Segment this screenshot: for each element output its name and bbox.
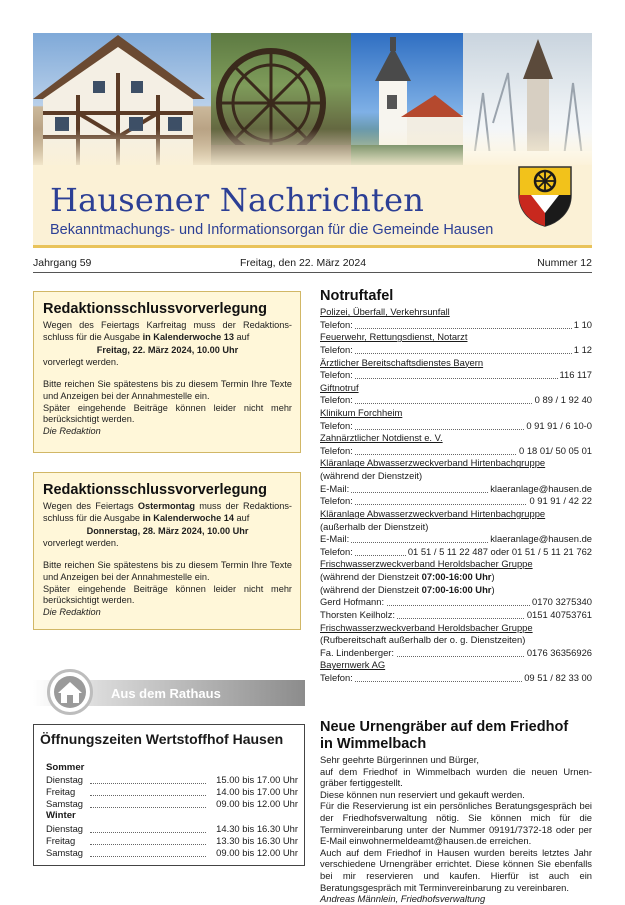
emergency-entry: [320, 546, 592, 558]
newsletter-title: Hausener Nachrichten: [50, 181, 425, 219]
entry-value: 0 91 91 / 6 10-0: [526, 419, 592, 431]
notice-intro: Wegen des Feiertags Ostermontag muss der Redaktions-schluss für die Ausgabe in Kalenderwoche 14 auf: [43, 501, 292, 523]
emergency-entry: [320, 609, 592, 621]
emergency-entry: [320, 533, 592, 545]
emergency-entry: [320, 647, 592, 659]
issue-date: Freitag, den 22. März 2024: [240, 257, 367, 269]
article-paragraph: Sehr geehrte Bürgerinnen und Bürger,: [320, 754, 479, 765]
emergency-entry: [320, 596, 592, 608]
hours-row: Freitag 13.30 bis 16.30 Uhr: [46, 835, 298, 846]
entry-label: Telefon:: [320, 672, 353, 683]
newsletter-subtitle: Bekanntmachungs- und Informationsorgan für die Gemeinde Hausen: [50, 222, 494, 238]
entry-value: 01 51 / 5 11 22 487 oder 01 51 / 5 11 21 762: [407, 545, 592, 557]
entry-label: Telefon:: [320, 495, 353, 507]
issue-number: Nummer 12: [537, 257, 592, 269]
recycling-hours-box: [33, 724, 305, 866]
entry-label: Telefon:: [320, 419, 353, 431]
notice-deadline: Freitag, 22. März 2024, 10.00 Uhr: [96, 345, 239, 356]
notice-paragraph: Bitte reichen Sie spätestens bis zu diesem Termin Ihre Texte und Anzeigen bei der Annahmestelle ein.: [43, 379, 292, 401]
emergency-entry: [320, 420, 592, 432]
emergency-entry: [320, 495, 592, 507]
entry-label: Telefon:: [320, 545, 353, 557]
emergency-service-title: Kläranlage Abwasserzweckverband Hirtenbachgruppe: [320, 457, 546, 469]
deadline-notice-2: [33, 472, 301, 630]
entry-value: 0170 3275340: [532, 596, 592, 608]
volume-label: Jahrgang 59: [33, 257, 92, 269]
section-banner: [33, 669, 305, 707]
entry-label: E-Mail:: [320, 533, 350, 545]
emergency-note: (Rufbereitschaft außerhalb der o. g. Dienstzeiten): [320, 634, 526, 646]
article-paragraph: Diese können nun reserviert und gekauft werden.: [320, 788, 525, 800]
notice-after: vorverlegt werden.: [43, 356, 119, 367]
entry-label: Gerd Hofmann:: [320, 596, 385, 608]
entry-value: 1 10: [573, 318, 592, 330]
entry-value: 1 12: [573, 343, 592, 355]
emergency-service-title: Zahnärztlicher Notdienst e. V.: [320, 432, 443, 444]
article-heading-line2: in Wimmelbach: [320, 736, 427, 752]
emergency-entry: [320, 445, 592, 457]
emergency-service-title: Frischwasserzweckverband Heroldsbacher Gruppe: [320, 558, 533, 570]
hours-row: Dienstag 14.30 bis 16.30 Uhr: [46, 823, 298, 834]
emergency-note: (während der Dienstzeit 07:00-16:00 Uhr): [320, 571, 495, 582]
notice-heading: Redaktionsschlussvorverlegung: [43, 301, 268, 317]
entry-label: Telefon:: [320, 318, 353, 330]
emergency-entry: [320, 344, 592, 356]
emergency-note: (während der Dienstzeit): [320, 470, 423, 482]
emergency-service-title: Klinikum Forchheim: [320, 407, 403, 418]
hours-row: Samstag 09.00 bis 12.00 Uhr: [46, 798, 298, 809]
article-paragraph: auf dem Friedhof in Wimmelbach wurden die neuen Urnen-gräber fertiggestellt.: [320, 765, 592, 789]
notice-signature: Die Redaktion: [43, 606, 101, 617]
entry-label: E-Mail:: [320, 482, 350, 494]
article-body: [320, 754, 592, 905]
entry-label: Fa. Lindenberger:: [320, 646, 395, 658]
banner-fade: [33, 129, 592, 169]
entry-value: klaeranlage@hausen.de: [490, 482, 592, 494]
entry-label: Telefon:: [320, 369, 353, 381]
entry-value: 0 18 01/ 50 05 01: [519, 444, 592, 456]
emergency-heading: Notruftafel: [320, 288, 394, 304]
emergency-entry: [320, 394, 592, 406]
entry-value: 0176 36356926: [526, 646, 592, 658]
emergency-entry: [320, 319, 592, 331]
coat-of-arms-icon: [517, 165, 573, 227]
entry-label: Telefon:: [320, 343, 353, 355]
emergency-service-title: Frischwasserzweckverband Heroldsbacher Gruppe: [320, 621, 533, 633]
hours-row: Freitag 14.00 bis 17.00 Uhr: [46, 786, 298, 797]
hours-row: Samstag 09.00 bis 12.00 Uhr: [46, 847, 298, 858]
emergency-service-title: Giftnotruf: [320, 381, 359, 393]
notice-intro: Wegen des Feiertags Karfreitag muss der Redaktions-schluss für die Ausgabe in Kalenderwoche 13 auf: [43, 320, 292, 342]
article-paragraph: Für die Reservierung ist ein persönliches Beratungsgespräch bei der Friedhofsverwaltung nötig. Sie können mich für die Terminvereinbarung unter der Nummer 09191/7372-18 oder per E-Mail einwohnermeldeamt@hausen.de erreichen.: [320, 800, 592, 847]
notice-deadline: Donnerstag, 28. März 2024, 10.00 Uhr: [86, 526, 249, 537]
entry-label: Telefon:: [320, 394, 353, 406]
emergency-service-title: Polizei, Überfall, Verkehrsunfall: [320, 306, 450, 317]
article-signature: Andreas Männlein, Friedhofsverwaltung: [320, 893, 486, 905]
entry-value: 0151 40753761: [526, 608, 592, 620]
notice-paragraph: Später eingehende Beiträge können leider nicht mehr berücksichtigt werden.: [43, 583, 292, 606]
emergency-note: (während der Dienstzeit 07:00-16:00 Uhr): [320, 583, 495, 595]
entry-value: 09 51 / 82 33 00: [524, 672, 592, 683]
section-label: Aus dem Rathaus: [111, 686, 221, 701]
article-heading-line1: Neue Urnengräber auf dem Friedhof: [320, 719, 569, 735]
notice-paragraph: Bitte reichen Sie spätestens bis zu diesem Termin Ihre Texte und Anzeigen bei der Annahmestelle ein.: [43, 560, 292, 582]
issue-info-line: [33, 256, 592, 273]
house-icon: [47, 669, 93, 715]
emergency-service-title: Bayernwerk AG: [320, 659, 386, 671]
deadline-notice-1: [33, 291, 301, 453]
emergency-service-title: Kläranlage Abwasserzweckverband Hirtenbachgruppe: [320, 507, 546, 519]
emergency-service-title: Ärztlicher Bereitschaftsdienstes Bayern: [320, 356, 484, 368]
entry-value: 0 91 91 / 42 22: [529, 495, 592, 507]
emergency-entry: [320, 483, 592, 495]
notice-signature: Die Redaktion: [43, 425, 101, 436]
notice-paragraph: Später eingehende Beiträge können leider nicht mehr berücksichtigt werden.: [43, 402, 292, 425]
emergency-service-title: Feuerwehr, Rettungsdienst, Notarzt: [320, 331, 468, 343]
header-banner: [33, 33, 592, 248]
entry-value: klaeranlage@hausen.de: [490, 533, 592, 545]
hours-row: Dienstag 15.00 bis 17.00 Uhr: [46, 774, 298, 785]
entry-label: Telefon:: [320, 444, 353, 456]
article-paragraph: Auch auf dem Friedhof in Hausen wurden bereits letztes Jahr verschiedene Urnengräber errichtet. Diese können Sie ebenfalls bei mir reservieren und kaufen. Hierfür ist auch ein Beratungsgespräch mit Terminvereinbarung zu vereinbaren.: [320, 846, 592, 893]
season-winter: Winter: [46, 810, 76, 821]
entry-value: 116 117: [559, 369, 592, 381]
season-summer: Sommer: [46, 762, 85, 773]
entry-value: 0 89 / 1 92 40: [534, 394, 592, 406]
notice-after: vorverlegt werden.: [43, 537, 119, 548]
emergency-note: (außerhalb der Dienstzeit): [320, 520, 429, 532]
recycling-heading: Öffnungszeiten Wertstoffhof Hausen: [40, 731, 284, 747]
entry-label: Thorsten Keilholz:: [320, 608, 396, 620]
emergency-entry: [320, 672, 592, 684]
emergency-entry: [320, 369, 592, 381]
notice-heading: Redaktionsschlussvorverlegung: [43, 482, 268, 498]
